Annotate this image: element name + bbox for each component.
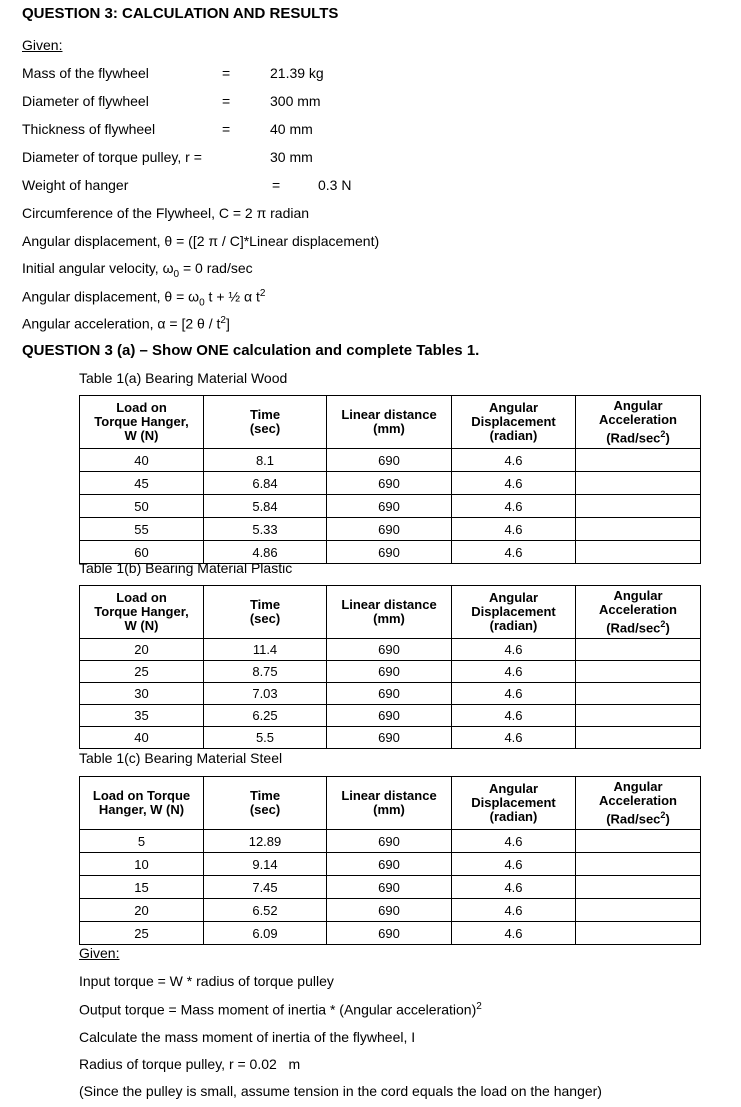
table-row: 5 12.89 690 4.6 [80, 830, 701, 853]
assumption-note: (Since the pulley is small, assume tension in the cord equals the load on the hanger) [79, 1083, 602, 1099]
table-row: 40 5.5 690 4.6 [80, 727, 701, 749]
table-a-caption: Table 1(a) Bearing Material Wood [79, 370, 288, 386]
given2-label: Given: [79, 945, 120, 961]
output-torque-text: Output torque = Mass moment of inertia * (Angular acceleration)$^2$ [79, 1001, 482, 1018]
acceleration-cell[interactable] [576, 876, 701, 899]
table-row: 25 8.75 690 4.6 [80, 661, 701, 683]
formula-angular-displacement-kin: Angular displacement, $\theta = \omega_0$ t + ½ α $t^2$ [22, 288, 266, 309]
acceleration-cell[interactable] [576, 727, 701, 749]
table-row: 50 5.84 690 4.6 [80, 495, 701, 518]
pulley-radius-text: Radius of torque pulley, r = 0.02 m [79, 1056, 301, 1072]
formula-initial-velocity: Initial angular velocity, $\omega_0 = 0$ rad/sec [22, 260, 253, 280]
page-title: QUESTION 3: CALCULATION AND RESULTS [22, 5, 339, 22]
table-row: 45 6.84 690 4.6 [80, 472, 701, 495]
calc-inertia-text: Calculate the mass moment of inertia of the flywheel, I [79, 1029, 416, 1045]
table-plastic [79, 585, 701, 749]
formula-angular-displacement-def: Angular displacement, θ = ([2 π / C]*Linear displacement) [22, 233, 380, 249]
table-row: 35 6.25 690 4.6 [80, 705, 701, 727]
given-thickness-label: Thickness of flywheel [22, 121, 156, 137]
acceleration-cell[interactable] [576, 661, 701, 683]
given-diameter-eq: = [222, 93, 231, 109]
given-label: Given: [22, 37, 63, 53]
header-time: Time (sec) [204, 777, 327, 830]
acceleration-cell[interactable] [576, 518, 701, 541]
given-diameter-value: 300 mm [270, 93, 321, 109]
header-time: Time (sec) [204, 396, 327, 449]
table-row: 40 8.1 690 4.6 [80, 449, 701, 472]
formula-circumference: Circumference of the Flywheel, C = 2 π radian [22, 205, 310, 221]
given-thickness-value: 40 mm [270, 121, 313, 137]
table-row: 55 5.33 690 4.6 [80, 518, 701, 541]
acceleration-cell[interactable] [576, 495, 701, 518]
given-mass-label: Mass of the flywheel [22, 65, 149, 81]
given-hanger-value: 0.3 N [318, 177, 352, 193]
table-steel [79, 776, 701, 945]
acceleration-cell[interactable] [576, 899, 701, 922]
acceleration-cell[interactable] [576, 830, 701, 853]
acceleration-cell[interactable] [576, 922, 701, 945]
header-angular-acceleration: Angular Acceleration $(Rad/\sec^2)$ [576, 586, 701, 639]
table-row: 20 6.52 690 4.6 [80, 899, 701, 922]
acceleration-cell[interactable] [576, 639, 701, 661]
header-load: Load on Torque Hanger, W (N) [80, 777, 204, 830]
header-angular-acceleration: Angular Acceleration $(Rad/\sec^2)$ [576, 777, 701, 830]
table-row: 15 7.45 690 4.6 [80, 876, 701, 899]
table-b-caption: Table 1(b) Bearing Material Plastic [79, 560, 293, 576]
header-linear-distance: Linear distance (mm) [327, 396, 452, 449]
header-load: Load on Torque Hanger, W (N) [80, 396, 204, 449]
table-c-caption: Table 1(c) Bearing Material Steel [79, 750, 283, 766]
given-hanger-eq: = [272, 177, 281, 193]
given-diameter-label: Diameter of flywheel [22, 93, 149, 109]
table-row: 25 6.09 690 4.6 [80, 922, 701, 945]
header-linear-distance: Linear distance (mm) [327, 777, 452, 830]
header-time: Time (sec) [204, 586, 327, 639]
header-angular-displacement: Angular Displacement (radian) [452, 777, 576, 830]
table-row: 30 7.03 690 4.6 [80, 683, 701, 705]
given-thickness-eq: = [222, 121, 231, 137]
acceleration-cell[interactable] [576, 705, 701, 727]
given-pulley-label: Diameter of torque pulley, r = [22, 149, 202, 165]
header-load: Load on Torque Hanger, W (N) [80, 586, 204, 639]
acceleration-cell[interactable] [576, 541, 701, 564]
acceleration-cell[interactable] [576, 449, 701, 472]
acceleration-cell[interactable] [576, 472, 701, 495]
table-wood [79, 395, 701, 564]
table-row: 60 4.86 690 4.6 [80, 541, 701, 564]
table-row: 20 11.4 690 4.6 [80, 639, 701, 661]
question-a-heading: QUESTION 3 (a) – Show ONE calculation and complete Tables 1. [22, 342, 480, 359]
header-angular-acceleration: Angular Acceleration $(Rad/\sec^2)$ [576, 396, 701, 449]
header-angular-displacement: Angular Displacement (radian) [452, 586, 576, 639]
header-linear-distance: Linear distance (mm) [327, 586, 452, 639]
given-pulley-value: 30 mm [270, 149, 313, 165]
acceleration-cell[interactable] [576, 853, 701, 876]
acceleration-cell[interactable] [576, 683, 701, 705]
formula-angular-acceleration: Angular acceleration, α = [2 θ / $t^2$] [22, 315, 230, 332]
table-row: 10 9.14 690 4.6 [80, 853, 701, 876]
given-hanger-label: Weight of hanger [22, 177, 129, 193]
given-mass-eq: = [222, 65, 231, 81]
input-torque-text: Input torque = W * radius of torque pulley [79, 973, 334, 989]
header-angular-displacement: Angular Displacement (radian) [452, 396, 576, 449]
given-mass-value: 21.39 kg [270, 65, 324, 81]
